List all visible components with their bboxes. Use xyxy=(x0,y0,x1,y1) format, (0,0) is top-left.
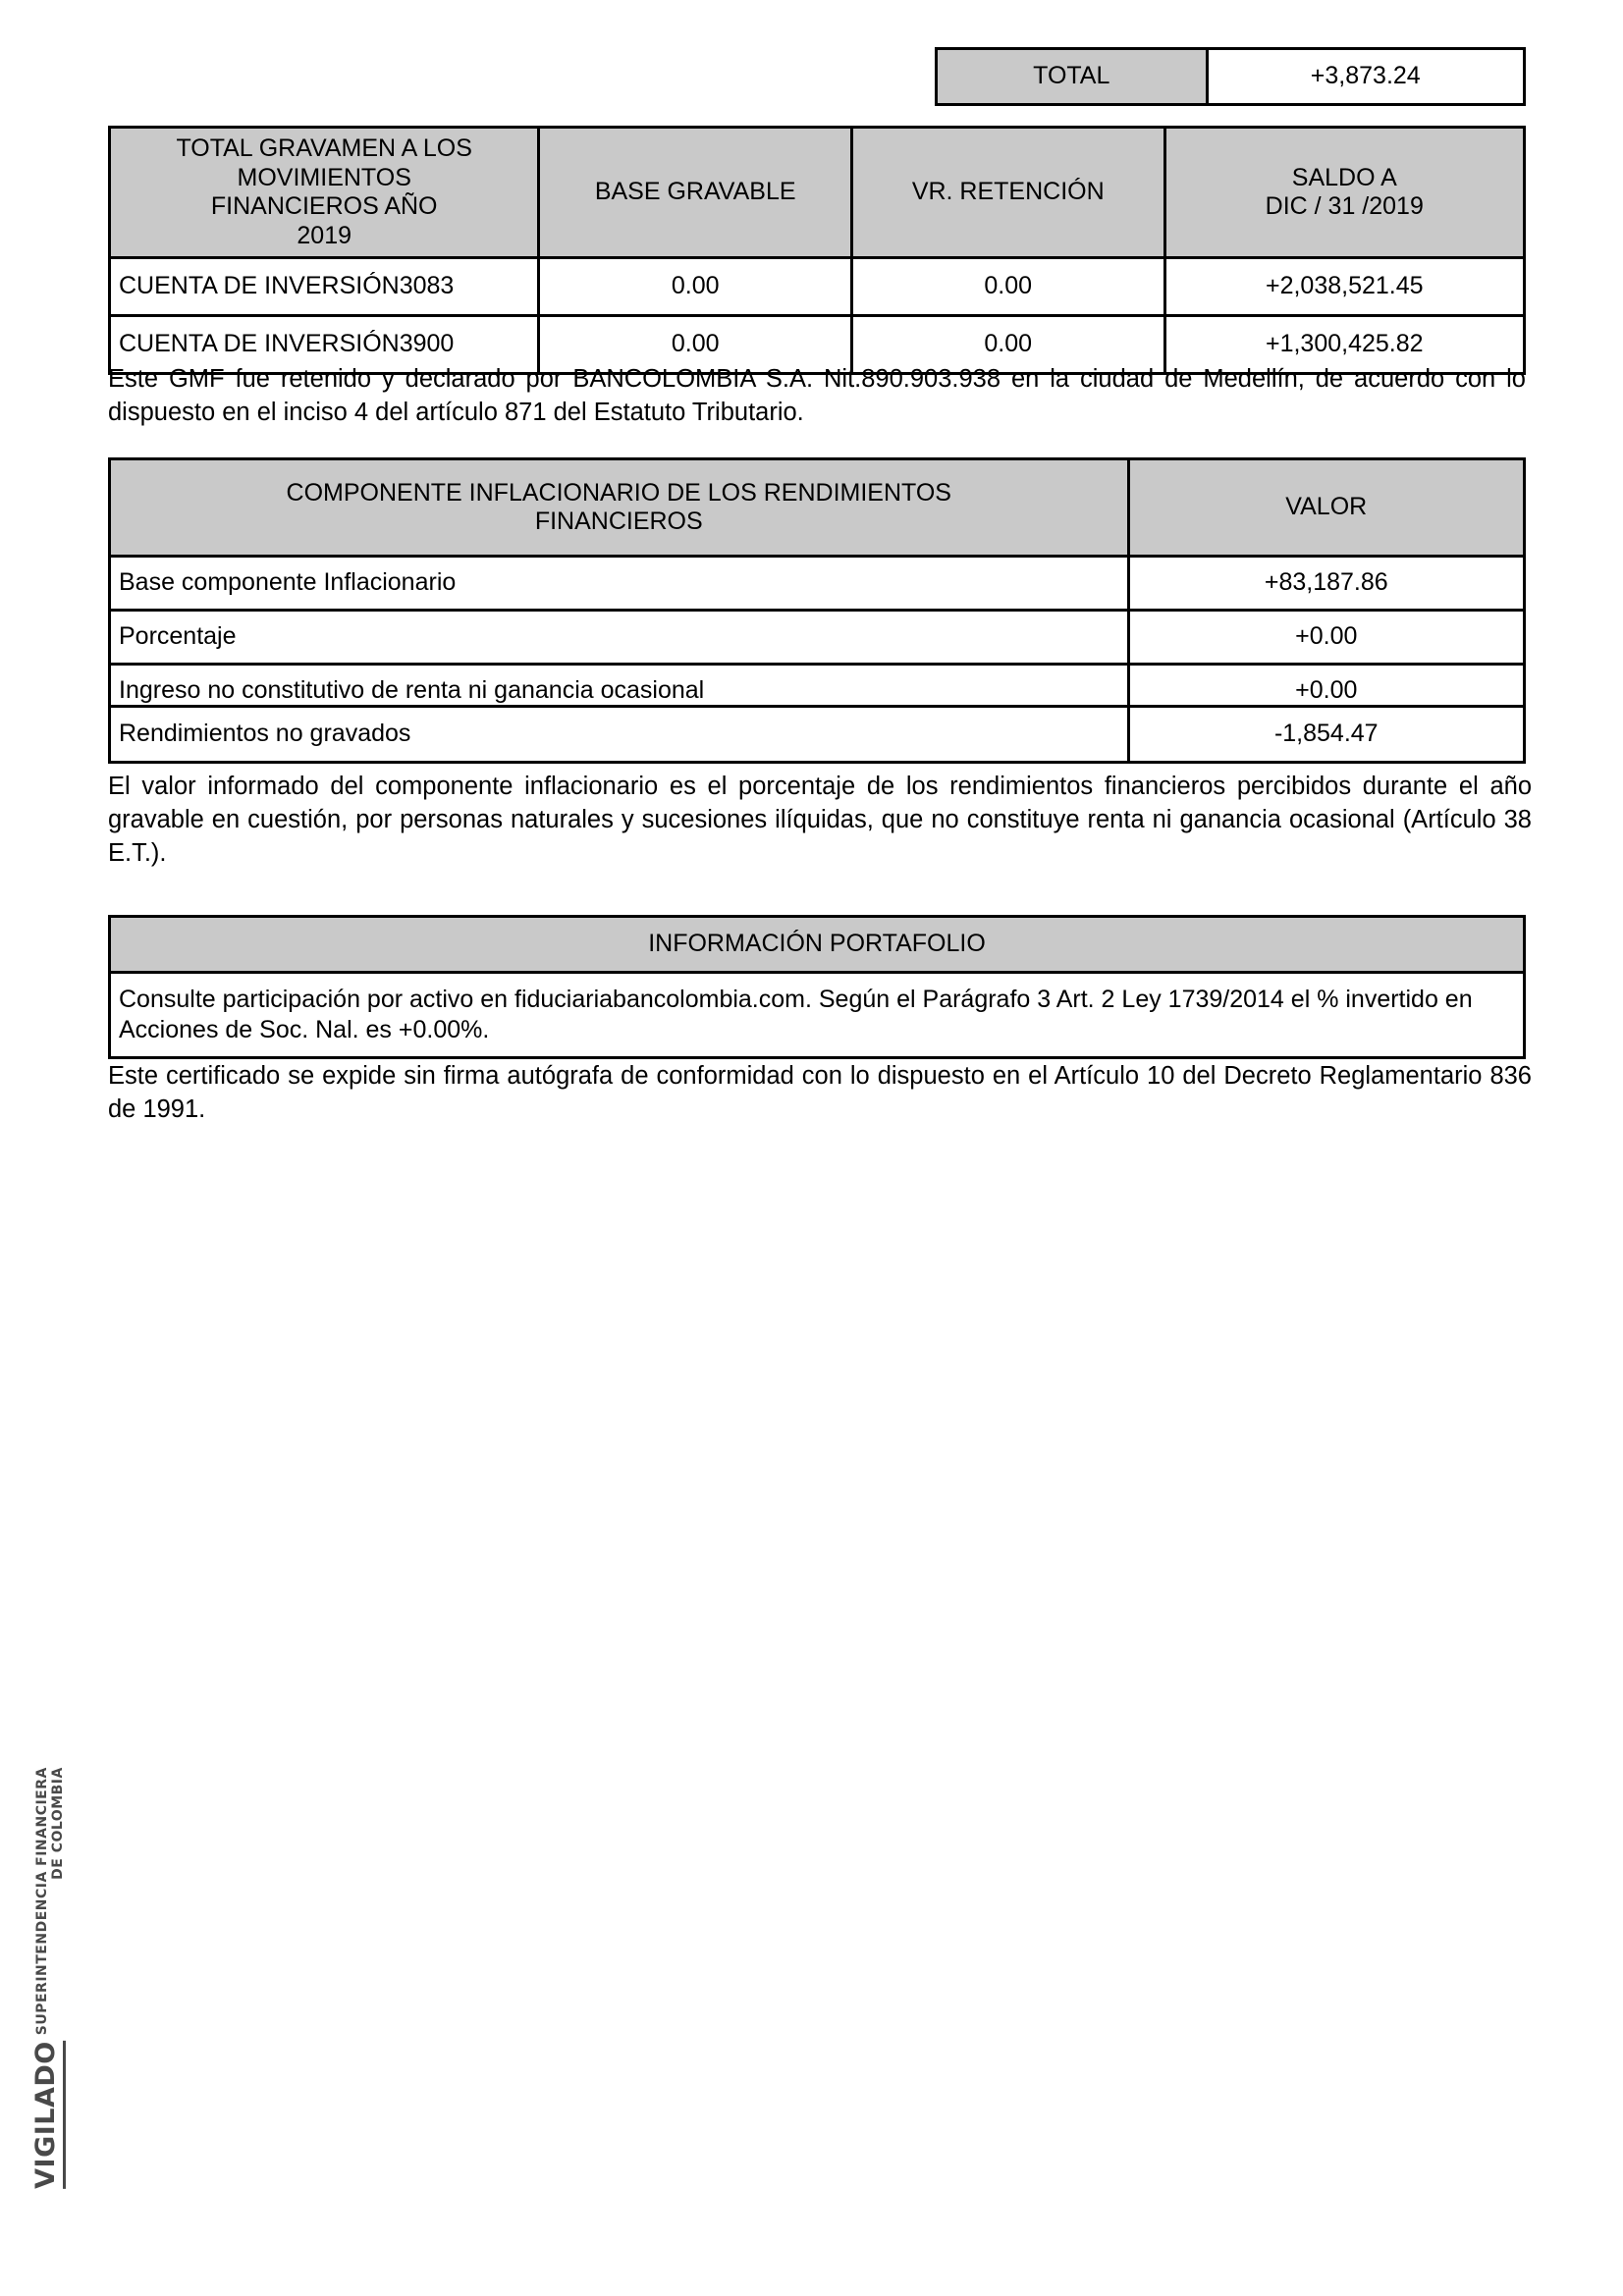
gmf-base-gravable-cell: 0.00 xyxy=(539,316,852,374)
gmf-header-row xyxy=(110,128,1525,258)
inflacionario-table xyxy=(108,457,1526,720)
gmf-header-main-line1: TOTAL GRAVAMEN A LOS MOVIMIENTOS xyxy=(176,134,472,191)
gmf-header-vr-retencion: VR. RETENCIÓN xyxy=(851,128,1164,258)
inflacionario-header-line2: FINANCIEROS xyxy=(534,507,703,535)
table-row xyxy=(110,557,1525,611)
vigilado-watermark xyxy=(14,1713,82,2243)
gmf-table-container xyxy=(108,126,1526,375)
portafolio-table xyxy=(108,915,1526,1059)
gmf-vr-retencion-cell: 0.00 xyxy=(851,316,1164,374)
watermark-sub-line1: SUPERINTENDENCIA FINANCIERA xyxy=(33,1767,50,2036)
inflacionario-paragraph: El valor informado del componente inflacionario es el porcentaje de los rendimientos financieros percibidos durante el año gravable en cuestión, por personas naturales y sucesiones ilíquidas, que no constituye renta ni ganancia ocasional (Artículo 38 E.T.). xyxy=(108,773,1532,867)
gmf-paragraph: Este GMF fue retenido y declarado por BANCOLOMBIA S.A. Nit.890.903.938 en la ciudad de Medellín, de acuerdo con lo dispuesto en el inciso 4 del artículo 871 del Estatuto Tributario. xyxy=(108,365,1526,426)
total-label-cell: TOTAL xyxy=(937,49,1208,105)
rendimientos-table xyxy=(108,705,1526,764)
gmf-account-name: CUENTA DE INVERSIÓN xyxy=(119,330,400,358)
table-row xyxy=(110,973,1525,1058)
total-value-cell: +3,873.24 xyxy=(1207,49,1524,105)
inflacionario-value-cell: +0.00 xyxy=(1128,665,1524,719)
rendimientos-value-cell: -1,854.47 xyxy=(1128,707,1524,763)
gmf-account-cell xyxy=(110,258,539,316)
gmf-saldo-cell: +1,300,425.82 xyxy=(1164,316,1524,374)
gmf-base-gravable-cell: 0.00 xyxy=(539,258,852,316)
inflacionario-header-line1: COMPONENTE INFLACIONARIO DE LOS RENDIMIENTOS xyxy=(286,478,951,507)
total-table xyxy=(935,47,1526,106)
watermark-main-label: VIGILADO xyxy=(30,2041,66,2189)
gmf-saldo-cell: +2,038,521.45 xyxy=(1164,258,1524,316)
table-row xyxy=(937,49,1525,105)
gmf-header-main-line2: FINANCIEROS AÑO xyxy=(210,192,438,220)
inflacionario-concept-cell: Porcentaje xyxy=(110,611,1129,665)
inflacionario-table-container xyxy=(108,457,1526,720)
portafolio-header-row xyxy=(110,917,1525,973)
inflacionario-header-concept xyxy=(110,459,1129,557)
inflacionario-concept-cell: Base componente Inflacionario xyxy=(110,557,1129,611)
gmf-account-name: CUENTA DE INVERSIÓN xyxy=(119,272,400,300)
gmf-table xyxy=(108,126,1526,375)
gmf-header-saldo xyxy=(1164,128,1524,258)
rendimientos-table-container xyxy=(108,705,1526,764)
gmf-header-base-gravable: BASE GRAVABLE xyxy=(539,128,852,258)
total-table-container xyxy=(935,47,1526,106)
watermark-text xyxy=(30,1767,66,2189)
table-row xyxy=(110,707,1525,763)
gmf-header-saldo-line1: SALDO A xyxy=(1291,163,1397,191)
table-row xyxy=(110,611,1525,665)
inflacionario-value-cell: +83,187.86 xyxy=(1128,557,1524,611)
table-row xyxy=(110,258,1525,316)
portafolio-body-cell: Consulte participación por activo en fiduciariabancolombia.com. Según el Parágrafo 3 Art. 2 Ley 1739/2014 el % invertido en Acciones de Soc. Nal. es +0.00%. xyxy=(110,973,1525,1058)
inflacionario-header-valor: VALOR xyxy=(1128,459,1524,557)
gmf-header-main-line3: 2019 xyxy=(297,221,352,249)
gmf-header-main xyxy=(110,128,539,258)
portafolio-table-container xyxy=(108,915,1526,1059)
portafolio-header: INFORMACIÓN PORTAFOLIO xyxy=(110,917,1525,973)
gmf-account-number: 3900 xyxy=(399,330,455,358)
rendimientos-concept-cell: Rendimientos no gravados xyxy=(110,707,1129,763)
inflacionario-header-row xyxy=(110,459,1525,557)
final-paragraph: Este certificado se expide sin firma autógrafa de conformidad con lo dispuesto en el Artículo 10 del Decreto Reglamentario 836 de 1991. xyxy=(108,1062,1532,1123)
gmf-vr-retencion-cell: 0.00 xyxy=(851,258,1164,316)
watermark-sub-label xyxy=(34,1767,66,2035)
inflacionario-concept-cell: Ingreso no constitutivo de renta ni ganancia ocasional xyxy=(110,665,1129,719)
inflacionario-value-cell: +0.00 xyxy=(1128,611,1524,665)
watermark-sub-line2: DE COLOMBIA xyxy=(49,1767,66,1880)
gmf-header-saldo-line2: DIC / 31 /2019 xyxy=(1265,192,1424,220)
gmf-account-number: 3083 xyxy=(399,272,455,300)
